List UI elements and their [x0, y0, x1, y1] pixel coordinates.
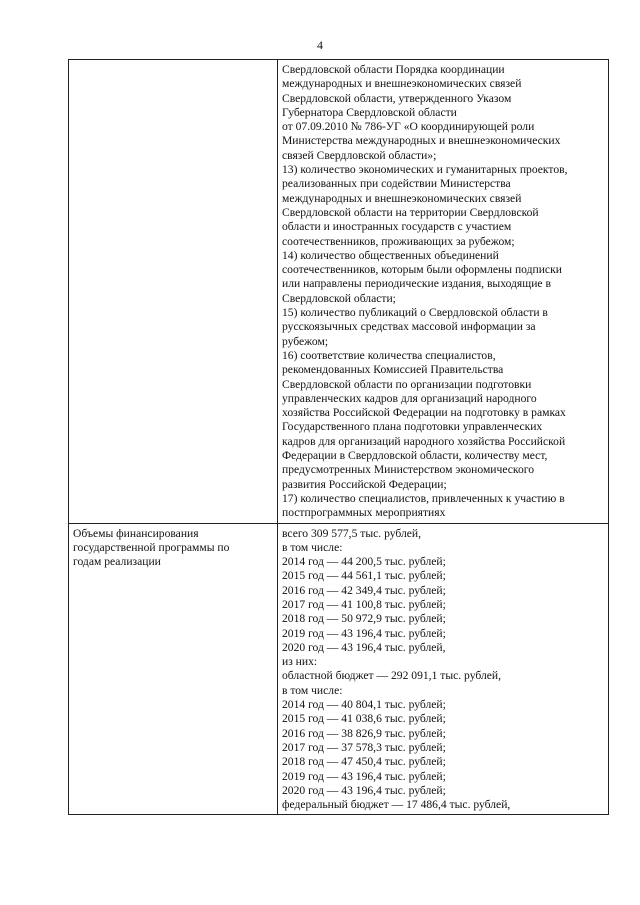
text-line: Свердловской области;	[282, 291, 396, 305]
text-line: развития Российской Федерации;	[282, 477, 447, 491]
text-line: 2019 год — 43 196,4 тыс. рублей;	[282, 769, 446, 783]
text-line: Свердловской области на территории Свердловской	[282, 205, 539, 219]
text-line: в том числе:	[282, 683, 343, 697]
text-line: международных и внешнеэкономических связей	[282, 77, 522, 91]
text-line: Свердловской области, утвержденного Указом	[282, 91, 512, 105]
table-row-indicators	[69, 60, 609, 524]
text-line: области и иностранных государств с участием	[282, 220, 512, 234]
text-line: 14) количество общественных объединений	[282, 248, 499, 262]
row2-value-cell	[278, 523, 609, 815]
text-line: всего 309 577,5 тыс. рублей,	[282, 526, 422, 540]
text-line: 2015 год — 41 038,6 тыс. рублей;	[282, 712, 446, 726]
text-line: 2014 год — 44 200,5 тыс. рублей;	[282, 555, 446, 569]
text-line: или направлены периодические издания, выходящие в	[282, 277, 551, 291]
text-line: 2020 год — 43 196,4 тыс. рублей,	[282, 640, 446, 654]
text-line: 16) соответствие количества специалистов,	[282, 348, 496, 362]
text-line: 17) количество специалистов, привлеченных к участию в	[282, 491, 565, 505]
text-line: кадров для организаций народного хозяйства Российской	[282, 434, 566, 448]
text-line: 2016 год — 42 349,4 тыс. рублей;	[282, 583, 446, 597]
row1-value-cell	[278, 60, 609, 524]
text-line: управленческих кадров для организаций народного	[282, 391, 537, 405]
text-line: 2016 год — 38 826,9 тыс. рублей;	[282, 726, 446, 740]
text-line: связей Свердловской области»;	[282, 148, 437, 162]
text-line: 2014 год — 40 804,1 тыс. рублей;	[282, 698, 446, 712]
page-number: 4	[317, 38, 323, 52]
text-line: Федерации в Свердловской области, количеству мест,	[282, 449, 548, 463]
text-line: в том числе:	[282, 540, 343, 554]
text-line: 2015 год — 44 561,1 тыс. рублей;	[282, 569, 446, 583]
text-line: из них:	[282, 655, 318, 669]
text-line: Министерства международных и внешнеэкономических	[282, 134, 561, 148]
label-line: Объемы финансирования	[73, 526, 199, 540]
text-line: 2020 год — 43 196,4 тыс. рублей;	[282, 783, 446, 797]
text-line: 2018 год — 50 972,9 тыс. рублей;	[282, 612, 446, 626]
text-line: реализованных при содействии Министерства	[282, 177, 511, 191]
text-line: Свердловской области Порядка координации	[282, 63, 505, 76]
text-line: предусмотренных Министерством экономического	[282, 463, 535, 477]
text-line: 2019 год — 43 196,4 тыс. рублей;	[282, 626, 446, 640]
text-line: Свердловской области по организации подготовки	[282, 377, 532, 391]
text-line: международных и внешнеэкономических связей	[282, 191, 522, 205]
text-line: рубежом;	[282, 334, 329, 348]
text-line: хозяйства Российской Федерации на подготовку в рамках	[282, 406, 566, 420]
text-line: 15) количество публикаций о Свердловской области в	[282, 306, 548, 320]
text-line: постпрограммных мероприятиях	[282, 506, 446, 520]
text-line: Государственного плана подготовки управленческих	[282, 420, 543, 434]
row2-label-cell	[69, 523, 278, 815]
text-line: 2017 год — 37 578,3 тыс. рублей;	[282, 740, 446, 754]
text-line: 13) количество экономических и гуманитарных проектов,	[282, 163, 568, 177]
text-line: областной бюджет — 292 091,1 тыс. рублей,	[282, 669, 501, 683]
label-line: государственной программы по	[73, 540, 230, 554]
text-line: федеральный бюджет — 17 486,4 тыс. рублей,	[282, 798, 511, 812]
text-line: 2018 год — 47 450,4 тыс. рублей;	[282, 755, 446, 769]
text-line: 2017 год — 41 100,8 тыс. рублей;	[282, 597, 446, 611]
text-line: соотечественников, которым были оформлены подписки	[282, 263, 562, 277]
text-line: соотечественников, проживающих за рубежом;	[282, 234, 515, 248]
text-line: рекомендованных Комиссией Правительства	[282, 363, 504, 377]
text-line: Губернатора Свердловской области	[282, 105, 457, 119]
text-line: русскоязычных средствах массовой информации за	[282, 320, 536, 334]
row1-label-cell	[69, 60, 278, 524]
table-row-financing	[69, 523, 609, 815]
text-line: от 07.09.2010 № 786-УГ «О координирующей роли	[282, 120, 535, 134]
label-line: годам реализации	[73, 555, 161, 569]
passport-table	[68, 59, 609, 815]
